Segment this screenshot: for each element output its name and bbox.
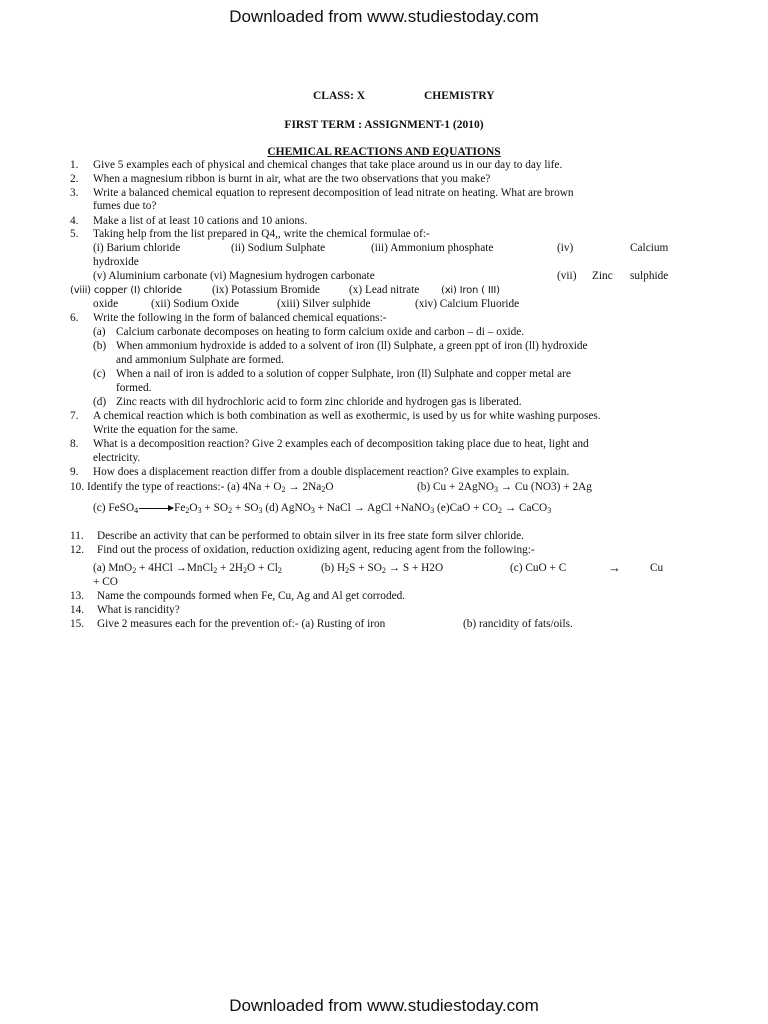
sub-label: (a)	[93, 326, 106, 338]
assignment-title: FIRST TERM : ASSIGNMENT-1 (2010)	[284, 119, 484, 131]
equation-e: $(e)CaO + CO_2$ → CaCO$_3$	[434, 502, 552, 515]
question-10-line-1	[70, 481, 334, 495]
question-text-cont: electricity.	[93, 452, 141, 464]
question-number: 2.	[70, 173, 79, 185]
list-item: (xiii) Silver sulphide	[277, 298, 371, 310]
question-text: Write the following in the form of balanced chemical equations:-	[93, 312, 387, 324]
download-banner-top: Downloaded from www.studiestoday.com	[229, 7, 539, 26]
question-text: Give 5 examples each of physical and chemical changes that take place around us in our day to day life.	[93, 159, 563, 171]
download-banner-bottom: Downloaded from www.studiestoday.com	[229, 996, 539, 1015]
list-item: sulphide	[630, 270, 669, 282]
list-item: (iii) Ammonium phosphate	[371, 242, 494, 254]
sub-question: When a nail of iron is added to a solution of copper Sulphate, iron (ll) Sulphate and copper metal are	[116, 368, 571, 380]
list-item: (vii)	[557, 270, 577, 282]
list-item: Zinc	[592, 270, 613, 282]
question-number: 4.	[70, 215, 79, 227]
list-item-cont: hydroxide	[93, 256, 139, 268]
class-label: CLASS: X	[313, 90, 366, 102]
list-item: (xiv) Calcium Fluoride	[415, 298, 520, 310]
equation-d: (d) AgNO$_3$ + NaCl → AgCl +NaNO$_3$	[262, 502, 435, 515]
equation-12a: (a) MnO$_2$ + 4HCl →MnCl$_2$ + $2H_2O + Cl_2$	[93, 562, 282, 575]
equation-12b: (b) $H_2S + SO_2 \to S + H2O$	[321, 562, 444, 575]
question-text-part-b: (b) rancidity of fats/oils.	[463, 618, 573, 630]
sub-question-cont: formed.	[116, 382, 152, 394]
question-text-cont: fumes due to?	[93, 200, 157, 212]
question-number: 1.	[70, 159, 79, 171]
arrow-icon: →	[608, 560, 621, 575]
handwritten-list-item: (xi) Iron ( III)	[441, 285, 500, 296]
question-number: 13.	[70, 590, 85, 602]
question-number: 10.	[70, 481, 85, 493]
list-item-cont: oxide	[93, 298, 119, 310]
question-text: Name the compounds formed when Fe, Cu, Ag and Al get corroded.	[97, 590, 406, 602]
question-text: Write a balanced chemical equation to represent decomposition of lead nitrate on heating. What are brown	[93, 187, 574, 199]
list-item: (xii) Sodium Oxide	[151, 298, 239, 310]
question-text: A chemical reaction which is both combination as well as exothermic, is used by us for white washing purposes.	[93, 410, 601, 422]
list-item: (iv)	[557, 242, 574, 254]
list-item: (ii) Sodium Sulphate	[231, 242, 326, 254]
subject-label: CHEMISTRY	[424, 90, 495, 102]
question-number: 9.	[70, 466, 79, 478]
question-text: Give 2 measures each for the prevention of:- (a) Rusting of iron	[97, 618, 386, 630]
equation-12c: (c) CuO + C	[510, 562, 567, 574]
sub-label: (b)	[93, 340, 107, 352]
question-text: When a magnesium ribbon is burnt in air, what are the two observations that you make?	[93, 173, 491, 185]
list-item: Calcium	[630, 242, 669, 254]
equation-c: (c) FeSO$_4$ $Fe_2O_3 + SO_2 + SO_3$	[93, 502, 263, 515]
question-10-line-2	[93, 502, 551, 516]
equation-a: Identify the type of reactions:- (a) $4Na + O_2 \to 2Na_2O$	[86, 481, 334, 494]
question-number: 5.	[70, 228, 79, 240]
list-item: (ix) Potassium Bromide	[212, 284, 320, 296]
question-text: Describe an activity that can be performed to obtain silver in its free state form silver chloride.	[97, 530, 524, 542]
question-text-cont: Write the equation for the same.	[93, 424, 239, 436]
question-text: What is rancidity?	[97, 604, 180, 616]
topic-title: CHEMICAL REACTIONS AND EQUATIONS	[267, 146, 501, 158]
equation-12c-cont: + CO	[93, 576, 118, 588]
sub-question: When ammonium hydroxide is added to a solvent of iron (ll) Sulphate, a green ppt of iron (ll) hydroxide	[116, 340, 588, 352]
question-text: How does a displacement reaction differ from a double displacement reaction? Give examples to explain.	[93, 466, 570, 478]
question-number: 6.	[70, 312, 79, 324]
long-arrow-icon	[139, 508, 173, 509]
list-item: (i) Barium chloride	[93, 242, 181, 254]
equation-12c-product: Cu	[650, 562, 664, 574]
question-text: Find out the process of oxidation, reduction oxidizing agent, reducing agent from the following:-	[97, 544, 535, 556]
handwritten-list-item: (viii) copper (I) chloride	[70, 285, 182, 296]
sub-question-cont: and ammonium Sulphate are formed.	[116, 354, 284, 366]
question-number: 7.	[70, 410, 79, 422]
list-item: (x) Lead nitrate	[349, 284, 420, 296]
sub-label: (d)	[93, 396, 107, 408]
equation-b: (b) Cu + 2AgNO$_3$ → Cu (NO3) + 2Ag	[417, 481, 592, 494]
question-text: Make a list of at least 10 cations and 10 anions.	[93, 215, 308, 227]
question-number: 12.	[70, 544, 85, 556]
question-text: Taking help from the list prepared in Q4,, write the chemical formulae of:-	[93, 228, 430, 240]
question-number: 3.	[70, 187, 79, 199]
question-number: 8.	[70, 438, 79, 450]
list-item: (v) Aluminium carbonate (vi) Magnesium hydrogen carbonate	[93, 270, 375, 282]
question-number: 14.	[70, 604, 85, 616]
sub-question: Zinc reacts with dil hydrochloric acid to form zinc chloride and hydrogen gas is liberated.	[116, 396, 522, 408]
sub-question: Calcium carbonate decomposes on heating to form calcium oxide and carbon – di – oxide.	[116, 326, 525, 338]
question-text: What is a decomposition reaction? Give 2 examples each of decomposition taking place due to heat, light and	[93, 438, 589, 450]
question-number: 15.	[70, 618, 85, 630]
question-number: 11.	[70, 530, 84, 542]
sub-label: (c)	[93, 368, 106, 380]
